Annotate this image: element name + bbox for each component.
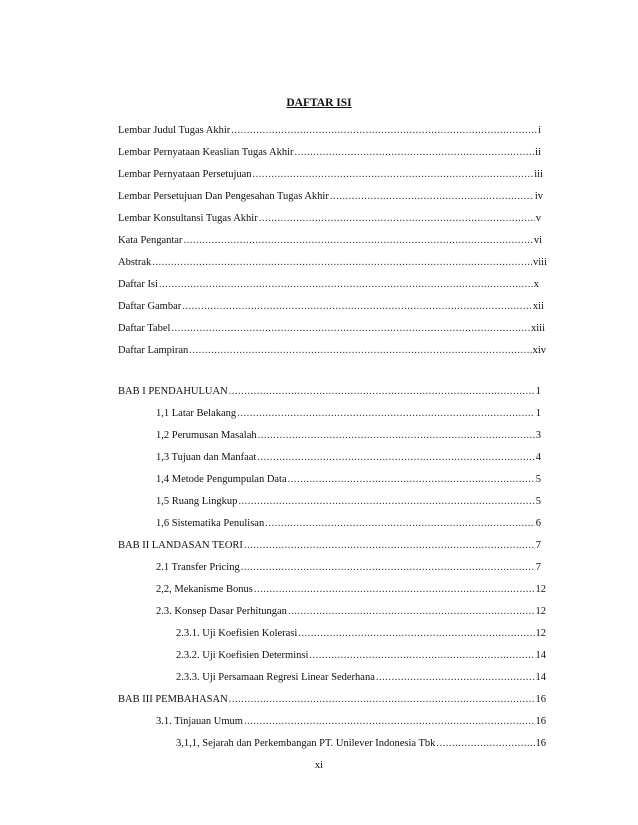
toc-leader-dots (298, 627, 534, 641)
toc-entry-lembar-pernyataan-keaslian[interactable] (118, 146, 541, 160)
toc-entry-label: BAB I PENDAHULUAN (118, 386, 228, 397)
toc-entry-label: Lembar Pernyataan Keaslian Tugas Akhir (118, 147, 294, 158)
toc-entry-page: i (538, 125, 541, 136)
page-number: xi (314, 760, 324, 771)
toc-entry-2-3-3[interactable] (176, 671, 546, 685)
toc-entry-page: 1 (535, 386, 541, 397)
toc-leader-dots (237, 407, 535, 421)
toc-leader-dots (254, 583, 535, 597)
toc-entry-label: 1,1 Latar Belakang (156, 408, 237, 419)
toc-entry-lembar-konsultansi[interactable] (118, 212, 541, 226)
toc-leader-dots (244, 715, 535, 729)
toc-leader-dots (182, 300, 532, 314)
toc-entry-label: 3.1. Tinjauan Umum (156, 716, 243, 727)
toc-entry-page: 12 (535, 606, 546, 617)
toc-entry-label: Daftar Tabel (118, 323, 171, 334)
toc-entry-page: xii (532, 301, 544, 312)
toc-leader-dots (295, 146, 535, 160)
toc-leader-dots (330, 190, 534, 204)
toc-leader-dots (265, 517, 535, 531)
toc-entry-1-3[interactable] (156, 451, 541, 465)
toc-entry-label: Lembar Pernyataan Persetujuan (118, 169, 252, 180)
toc-entry-2-1[interactable] (156, 561, 541, 575)
toc-leader-dots (229, 385, 535, 399)
toc-entry-bab-1[interactable] (118, 385, 541, 399)
toc-entry-bab-3[interactable] (118, 693, 546, 707)
toc-entry-page: 16 (535, 738, 546, 749)
toc-entry-daftar-gambar[interactable] (118, 300, 544, 314)
toc-entry-1-1[interactable] (156, 407, 541, 421)
toc-leader-dots (259, 212, 535, 226)
toc-leader-dots (231, 124, 537, 138)
toc-entry-page: 7 (535, 562, 541, 573)
toc-entry-1-6[interactable] (156, 517, 541, 531)
toc-entry-label: Lembar Judul Tugas Akhir (118, 125, 231, 136)
toc-leader-dots (183, 234, 532, 248)
toc-entry-label: 2.3. Konsep Dasar Perhitungan (156, 606, 287, 617)
page-title: DAFTAR ISI (286, 97, 352, 109)
toc-entry-daftar-isi[interactable] (118, 278, 539, 292)
toc-leader-dots (436, 737, 534, 751)
toc-entry-page: 16 (535, 694, 546, 705)
toc-entry-2-3-1[interactable] (176, 627, 546, 641)
toc-entry-page: 12 (535, 628, 546, 639)
toc-entry-daftar-tabel[interactable] (118, 322, 545, 336)
toc-entry-page: 14 (535, 650, 546, 661)
toc-entry-page: 5 (535, 496, 541, 507)
toc-leader-dots (258, 429, 535, 443)
toc-entry-page: v (535, 213, 541, 224)
toc-entry-1-5[interactable] (156, 495, 541, 509)
toc-entry-label: Daftar Gambar (118, 301, 182, 312)
toc-leader-dots (244, 539, 535, 553)
toc-entry-3-1-1[interactable] (176, 737, 546, 751)
toc-entry-page: viii (532, 257, 547, 268)
toc-entry-label: 1,3 Tujuan dan Manfaat (156, 452, 257, 463)
toc-entry-page: 1 (535, 408, 541, 419)
toc-entry-page: vi (533, 235, 542, 246)
toc-leader-dots (171, 322, 530, 336)
toc-entry-1-2[interactable] (156, 429, 541, 443)
toc-entry-label: 1,6 Sistematika Penulisan (156, 518, 265, 529)
toc-entry-page: 4 (535, 452, 541, 463)
toc-leader-dots (238, 495, 534, 509)
toc-entry-label: Lembar Konsultansi Tugas Akhir (118, 213, 258, 224)
toc-leader-dots (229, 693, 535, 707)
toc-entry-label: Daftar Isi (118, 279, 158, 290)
toc-entry-label: Kata Pengantar (118, 235, 183, 246)
toc-entry-page: 3 (535, 430, 541, 441)
toc-entry-label: 1,2 Perumusan Masalah (156, 430, 257, 441)
toc-entry-page: 5 (535, 474, 541, 485)
toc-entry-label: 3,1,1, Sejarah dan Perkembangan PT. Unilever Indonesia Tbk (176, 738, 436, 749)
toc-entry-label: 2.1 Transfer Pricing (156, 562, 240, 573)
toc-entry-lembar-persetujuan-pengesahan[interactable] (118, 190, 543, 204)
toc-leader-dots (253, 168, 534, 182)
toc-entry-daftar-lampiran[interactable] (118, 344, 546, 358)
toc-leader-dots (309, 649, 534, 663)
toc-entry-bab-2[interactable] (118, 539, 541, 553)
toc-entry-page: ii (535, 147, 541, 158)
toc-entry-page: 7 (535, 540, 541, 551)
toc-entry-abstrak[interactable] (118, 256, 547, 270)
toc-entry-page: 16 (535, 716, 546, 727)
toc-entry-lembar-judul[interactable] (118, 124, 541, 138)
toc-leader-dots (376, 671, 535, 685)
toc-entry-page: 6 (535, 518, 541, 529)
toc-entry-label: 2,2, Mekanisme Bonus (156, 584, 253, 595)
toc-entry-label: 2.3.3. Uji Persamaan Regresi Linear Sederhana (176, 672, 375, 683)
toc-leader-dots (189, 344, 531, 358)
toc-entry-label: 1,5 Ruang Lingkup (156, 496, 238, 507)
toc-entry-label: Lembar Persetujuan Dan Pengesahan Tugas Akhir (118, 191, 329, 202)
toc-leader-dots (288, 605, 535, 619)
toc-entry-label: 1,4 Metode Pengumpulan Data (156, 474, 287, 485)
toc-entry-lembar-pernyataan-persetujuan[interactable] (118, 168, 543, 182)
toc-leader-dots (257, 451, 534, 465)
toc-entry-page: iii (534, 169, 543, 180)
toc-entry-label: BAB III PEMBAHASAN (118, 694, 228, 705)
toc-entry-2-3-2[interactable] (176, 649, 546, 663)
toc-entry-label: 2.3.2. Uji Koefisien Determinsi (176, 650, 309, 661)
toc-entry-2-3[interactable] (156, 605, 546, 619)
toc-entry-label: 2.3.1. Uji Koefisien Kolerasi (176, 628, 298, 639)
toc-entry-label: BAB II LANDASAN TEORI (118, 540, 243, 551)
toc-entry-page: xiv (532, 345, 546, 356)
toc-leader-dots (241, 561, 535, 575)
toc-entry-page: 14 (535, 672, 546, 683)
toc-entry-page: iv (534, 191, 543, 202)
toc-entry-label: Abstrak (118, 257, 152, 268)
toc-entry-3-1[interactable] (156, 715, 546, 729)
toc-entry-page: 12 (535, 584, 546, 595)
toc-entry-1-4[interactable] (156, 473, 541, 487)
toc-entry-kata-pengantar[interactable] (118, 234, 542, 248)
toc-leader-dots (288, 473, 535, 487)
toc-entry-page: x (533, 279, 539, 290)
toc-entry-page: xiii (530, 323, 545, 334)
toc-leader-dots (152, 256, 532, 270)
toc-leader-dots (159, 278, 533, 292)
toc-entry-label: Daftar Lampiran (118, 345, 189, 356)
toc-entry-2-2[interactable] (156, 583, 546, 597)
